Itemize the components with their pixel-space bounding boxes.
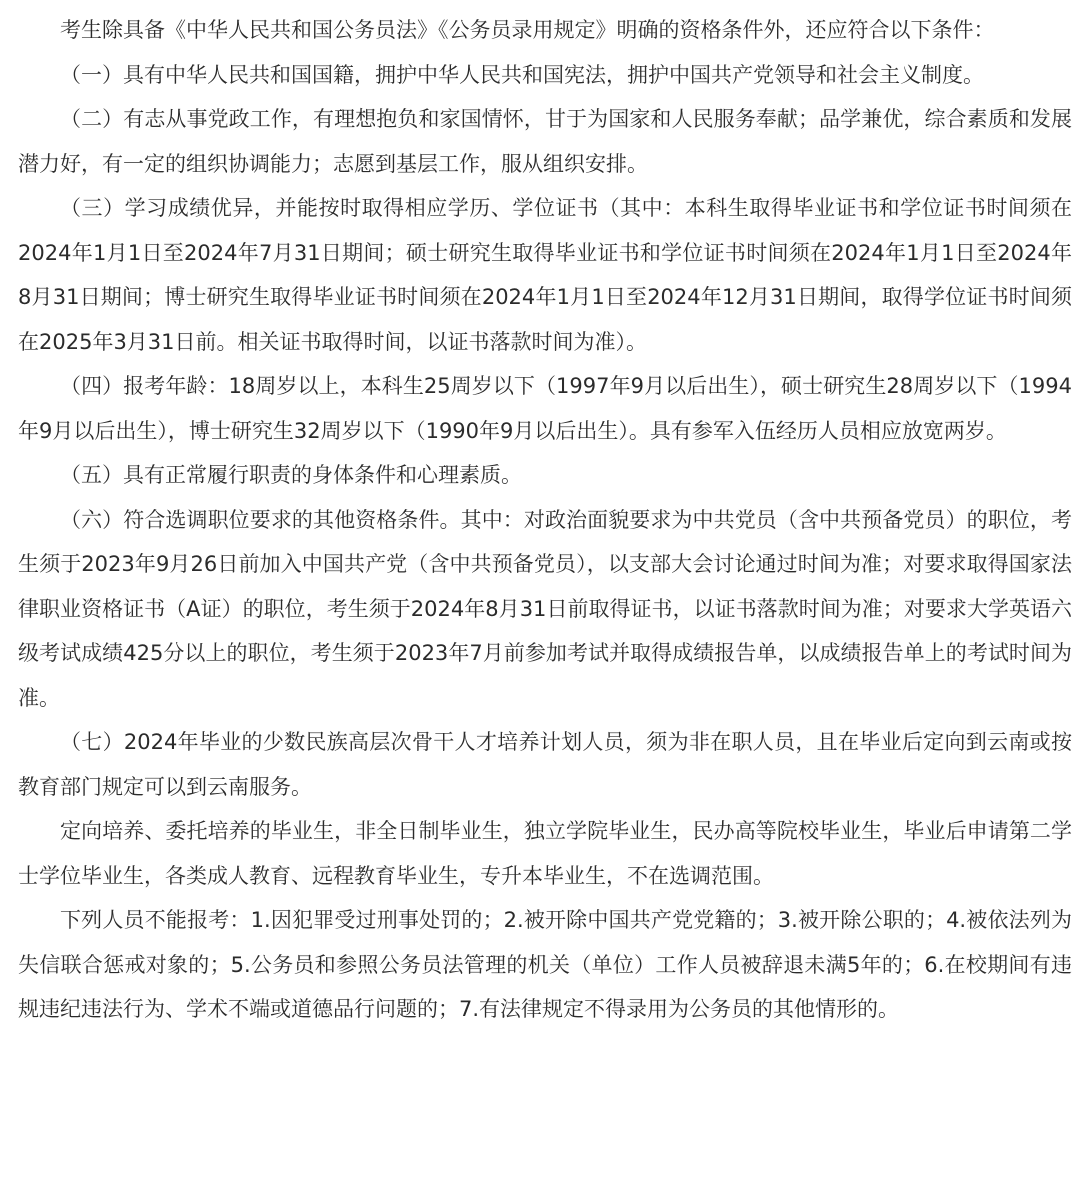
paragraph-item-1: （一）具有中华人民共和国国籍，拥护中华人民共和国宪法，拥护中国共产党领导和社会主义制度。: [60, 62, 984, 87]
paragraph-item-2: （二）有志从事党政工作，有理想抱负和家国情怀，甘于为国家和人民服务奉献；品学兼优，综合素质和发展潜力好，有一定的组织协调能力；志愿到基层工作，服从组织安排。: [18, 107, 1072, 176]
paragraph-intro: 考生除具备《中华人民共和国公务员法》《公务员录用规定》明确的资格条件外，还应符合以下条件：: [60, 18, 995, 42]
paragraph-ineligible: 下列人员不能报考：1.因犯罪受过刑事处罚的；2.被开除中国共产党党籍的；3.被开除公职的；4.被依法列为失信联合惩戒对象的；5.公务员和参照公务员法管理的机关（单位）工作人员被辞退未满5年的；6.在校期间有违规违纪违法行为、学术不端或道德品行问题的；7.有法律规定不得录用为公务员的其他情形的。: [18, 908, 1072, 1021]
paragraph-item-7: （七）2024年毕业的少数民族高层次骨干人才培养计划人员，须为非在职人员，且在毕业后定向到云南或按教育部门规定可以到云南服务。: [18, 730, 1072, 799]
paragraph-exclusions: 定向培养、委托培养的毕业生，非全日制毕业生，独立学院毕业生，民办高等院校毕业生，毕业后申请第二学士学位毕业生，各类成人教育、远程教育毕业生，专升本毕业生，不在选调范围。: [18, 819, 1072, 888]
paragraph-item-6: （六）符合选调职位要求的其他资格条件。其中：对政治面貌要求为中共党员（含中共预备党员）的职位，考生须于2023年9月26日前加入中国共产党（含中共预备党员），以支部大会讨论通过时间为准；对要求取得国家法律职业资格证书（A证）的职位，考生须于2024年8月31日前取得证书，以证书落款时间为准；对要求大学英语六级考试成绩425分以上的职位，考生须于2023年7月前参加考试并取得成绩报告单，以成绩报告单上的考试时间为准。: [18, 507, 1072, 710]
paragraph-item-4: （四）报考年龄：18周岁以上，本科生25周岁以下（1997年9月以后出生），硕士研究生28周岁以下（1994年9月以后出生），博士研究生32周岁以下（1990年9月以后出生）。具有参军入伍经历人员相应放宽两岁。: [18, 374, 1072, 443]
paragraph-item-5: （五）具有正常履行职责的身体条件和心理素质。: [60, 463, 522, 487]
document-body: [0, 8, 1080, 1032]
paragraph-item-3: （三）学习成绩优异，并能按时取得相应学历、学位证书（其中：本科生取得毕业证书和学位证书时间须在2024年1月1日至2024年7月31日期间；硕士研究生取得毕业证书和学位证书时间须在2024年1月1日至2024年8月31日期间；博士研究生取得毕业证书时间须在2024年1月1日至2024年12月31日期间，取得学位证书时间须在2025年3月31日前。相关证书取得时间，以证书落款时间为准）。: [18, 196, 1072, 354]
